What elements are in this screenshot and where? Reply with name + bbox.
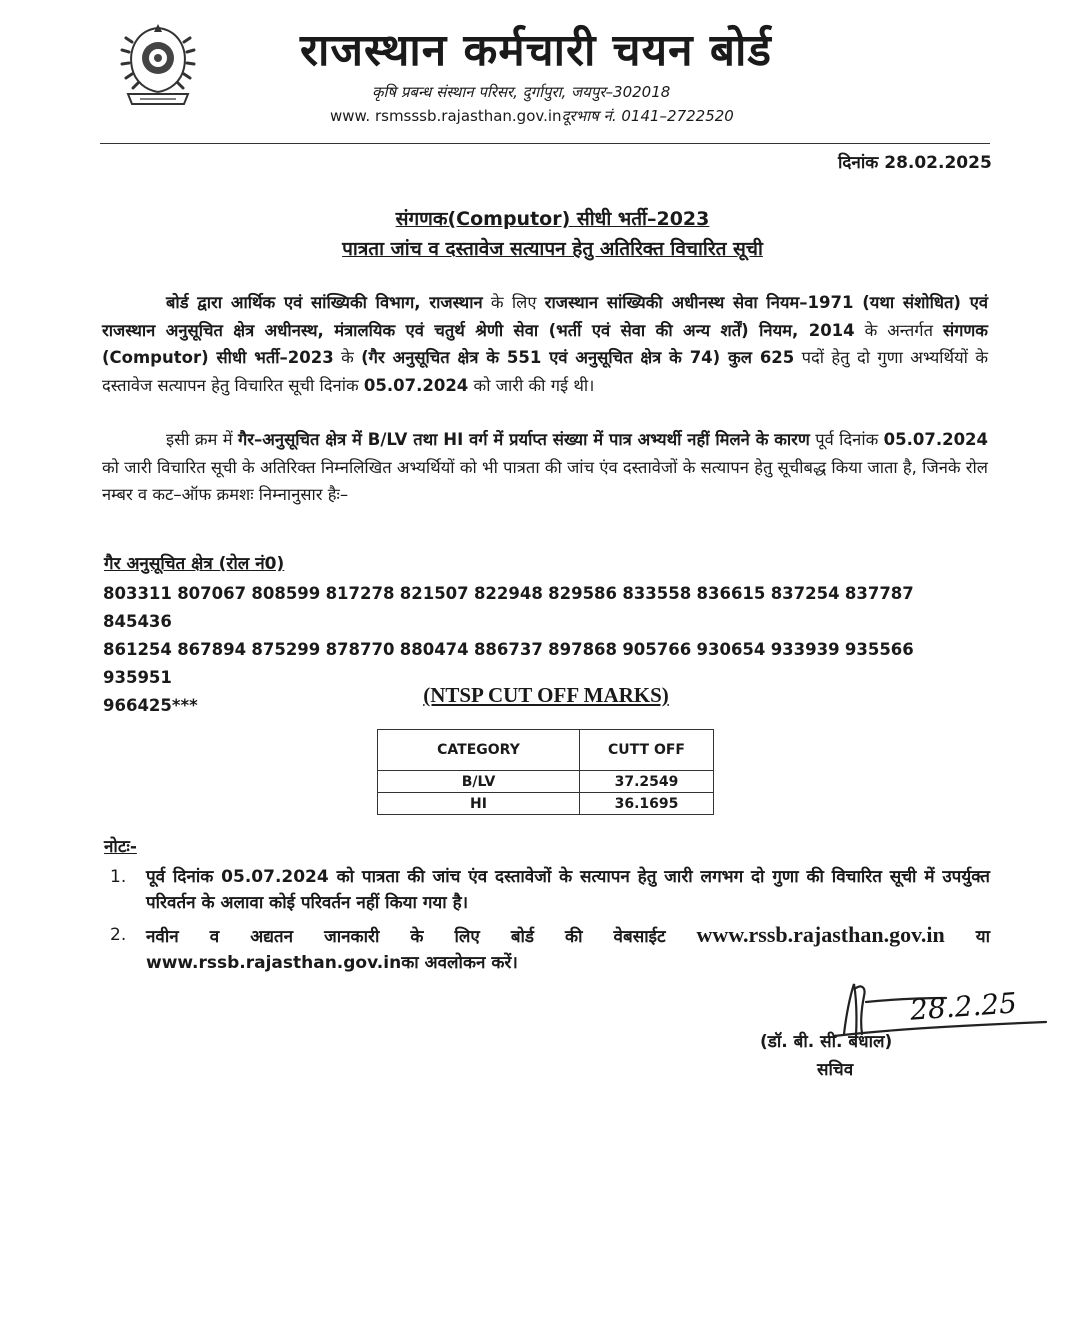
cutoff-header-row (378, 730, 714, 771)
notice-date: दिनांक 28.02.2025 (838, 153, 992, 173)
board-address: कृषि प्रबन्ध संस्थान परिसर, दुर्गापुरा, जयपुर–302018 (372, 83, 671, 101)
roll-section-heading: गैर अनुसूचित क्षेत्र (रोल नं0) (104, 554, 285, 574)
roll-number: 905766 (622, 640, 692, 659)
header-divider (100, 143, 990, 144)
roll-number: 878770 (325, 640, 395, 659)
roll-number: 821507 (399, 584, 469, 603)
table-row (378, 771, 714, 793)
cutoff-category: HI (378, 793, 580, 815)
roll-number: 966425*** (103, 696, 198, 715)
note-number: 2. (110, 925, 127, 945)
notice-title-line-2: पात्रता जांच व दस्तावेज सत्यापन हेतु अतिरिक्त विचारित सूची (342, 238, 763, 260)
roll-number: 861254 (103, 640, 172, 659)
cutoff-header-category: CATEGORY (378, 730, 580, 771)
roll-number: 837254 (770, 584, 840, 603)
note-item-1 (110, 864, 990, 916)
website-link[interactable]: www.rssb.rajasthan.gov.in (696, 922, 945, 947)
note-item-2 (110, 922, 990, 976)
handwritten-date: 28.2.25 (908, 986, 1018, 1027)
signer-name: (डॉ. बी. सी. बधाल) (760, 1032, 893, 1052)
cutoff-table (377, 729, 714, 815)
roll-number: 807067 (177, 584, 247, 603)
note-text: नवीन व अद्यतन जानकारी के लिए बोर्ड की वेबसाईट www.rssb.rajasthan.gov.in या www.rssb.rajasthan.gov.inका अवलोकन करें। (146, 922, 990, 973)
board-contact (330, 106, 734, 126)
roll-number: 833558 (622, 584, 692, 603)
board-phone: दूरभाष नं. 0141–2722520 (561, 107, 734, 125)
board-website[interactable]: www. rsmsssb.rajasthan.gov.in (330, 107, 562, 125)
board-name: राजस्थान कर्मचारी चयन बोर्ड (300, 25, 772, 76)
roll-number: 886737 (473, 640, 543, 659)
cutoff-value: 36.1695 (580, 793, 714, 815)
table-row (378, 793, 714, 815)
note-number: 1. (110, 867, 127, 887)
roll-number: 808599 (251, 584, 321, 603)
roll-number: 822948 (473, 584, 543, 603)
cutoff-header-value: CUTT OFF (580, 730, 714, 771)
roll-number: 933939 (770, 640, 840, 659)
cutoff-category: B/LV (378, 771, 580, 793)
roll-number: 867894 (177, 640, 247, 659)
roll-number: 935951 (103, 668, 172, 687)
cutoff-value: 37.2549 (580, 771, 714, 793)
cutoff-title: (NTSP CUT OFF MARKS) (423, 683, 669, 707)
website-link[interactable]: www.rssb.rajasthan.gov.in (146, 953, 402, 973)
roll-number: 817278 (325, 584, 395, 603)
notice-title-line-1: संगणक(Computor) सीधी भर्ती–2023 (395, 208, 710, 230)
board-emblem-icon (118, 20, 198, 106)
note-heading: नोटः- (104, 837, 137, 857)
roll-number: 829586 (548, 584, 618, 603)
roll-number: 935566 (844, 640, 914, 659)
roll-number: 803311 (103, 584, 172, 603)
note-text: पूर्व दिनांक 05.07.2024 को पात्रता की जांच एंव दस्तावेजों के सत्यापन हेतु जारी लगभग दो गुणा की विचारित सूची में उपर्युक्त परिवर्तन के अलावा कोई परिवर्तन नहीं किया गया है। (146, 867, 990, 913)
signer-designation: सचिव (817, 1060, 854, 1080)
body-paragraph-2: इसी क्रम में गैर–अनुसूचित क्षेत्र में B/LV तथा HI वर्ग में प्रर्याप्त संख्या में पात्र अभ्यर्थी नहीं मिलने के कारण पूर्व दिनांक 05.07.2024 को जारी विचारित सूची के अतिरिक्त निम्नलिखित अभ्यर्थियों को भी पात्रता की जांच एंव दस्तावेजों के सत्यापन हेतु सूचीबद्ध किया जाता है, जिनके रोल नम्बर व कट–ऑफ क्रमशः निम्नानुसार हैः– (102, 430, 989, 504)
roll-number: 836615 (696, 584, 766, 603)
roll-number: 897868 (548, 640, 618, 659)
roll-number: 875299 (251, 640, 321, 659)
roll-number: 845436 (103, 612, 172, 631)
body-paragraph-1: बोर्ड द्वारा आर्थिक एवं सांख्यिकी विभाग, राजस्थान के लिए राजस्थान सांख्यिकी अधीनस्थ सेवा नियम–1971 (यथा संशोधित) एवं राजस्थान अनुसूचित क्षेत्र अधीनस्थ, मंत्रालयिक एवं चतुर्थ श्रेणी सेवा (भर्ती एवं सेवा की अन्य शर्तें) नियम, 2014 के अन्तर्गत संगणक (Computor) सीधी भर्ती–2023 के (गैर अनुसूचित क्षेत्र के 551 एवं अनुसूचित क्षेत्र के 74) कुल 625 पदों हेतु दो गुणा अभ्यर्थियों के दस्तावेज सत्यापन हेतु विचारित सूची दिनांक 05.07.2024 को जारी की गई थी। (102, 293, 989, 395)
roll-number: 837787 (844, 584, 914, 603)
roll-number: 880474 (399, 640, 469, 659)
roll-number: 930654 (696, 640, 766, 659)
